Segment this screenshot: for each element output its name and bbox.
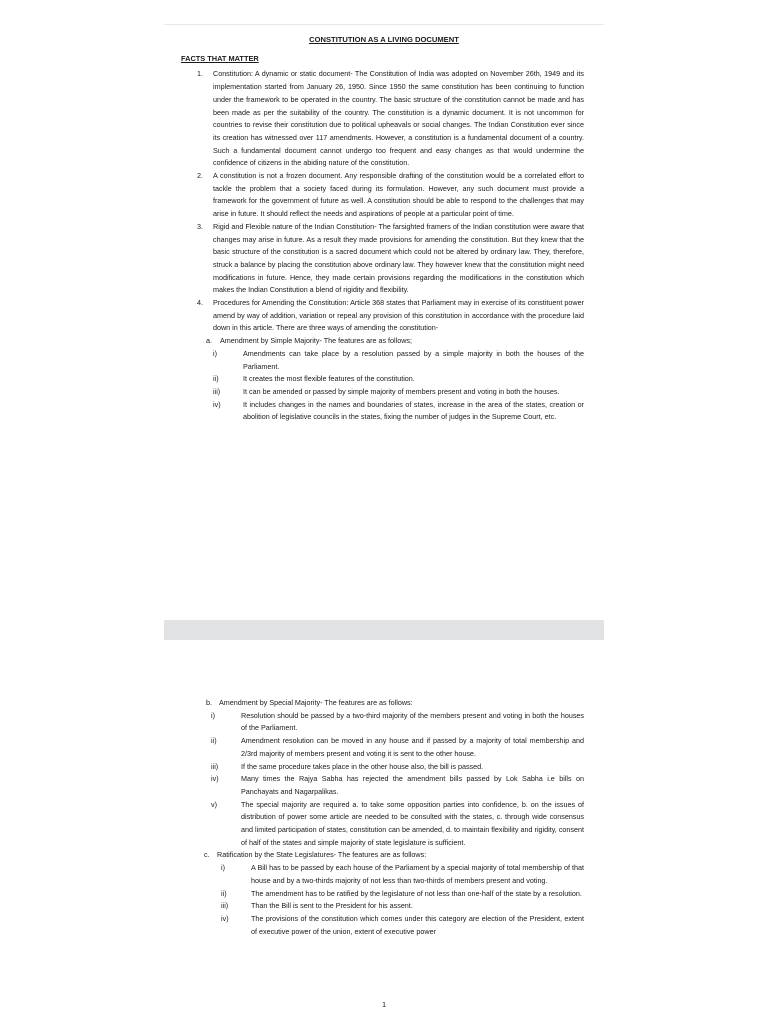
document-title: CONSTITUTION AS A LIVING DOCUMENT (309, 35, 459, 44)
subsection-a-heading (166, 335, 602, 348)
subsection-a-point (166, 399, 584, 424)
point-number: iv) (211, 774, 219, 784)
point-text: If the same procedure takes place in the other house also, the bill is passed. (241, 761, 484, 771)
point-text: The special majority are required a. to take some opposition parties into confidence, b. on the issues of distribution of power some article are needed to be consulted with the states, c. through wide consensus and limited participation of states, constitution can be amended, d. to maintain flexibility and rigidity, consent of half of the states and simple majority of state legislature is sufficient. (241, 799, 584, 847)
list-item-text: Constitution: A dynamic or static document- The Constitution of India was adopted on November 26th, 1949 and its implementation started from January 26, 1950. Since 1950 the same constitution has been continuing to function under the framework to be operated in the country. The basic structure of the constitution cannot be made and has been made as per the suitability of the country. The constitution is a dynamic document. It is not uncommon for countries to revise their constitution due to political upheavals or social changes. The Indian Constitution ever since its creation has witnessed over 117 amendments. However, a constitution is a fundamental document of a country. Such a fundamental document cannot undergo too frequent and easy changes as that would undermine the confidence of citizens in the abiding nature of the constitution. (213, 69, 584, 168)
subsection-c-point (166, 888, 584, 901)
subsection-b-heading (166, 697, 602, 710)
point-text: The amendment has to be ratified by the legislature of not less than one-half of the state by a resolution. (251, 888, 582, 898)
point-text: Many times the Rajya Sabha has rejected the amendment bills passed by Lok Sabha i.e bills on Panchayats and Nagarpalikas. (241, 774, 584, 796)
subsection-b-point (166, 735, 584, 760)
point-text: Amendment resolution can be moved in any house and if passed by a majority of total membership and 2/3rd majority of members present and voting it is sent to the other house. (241, 736, 584, 758)
document-page-2 (166, 697, 602, 938)
subsection-c-point (166, 913, 584, 938)
point-number: iii) (213, 386, 221, 396)
list-item-text: A constitution is not a frozen document. Any responsible drafting of the constitution would be a correlated effort to tackle the problem that a society faced during its formulation. However, any such document must provide a framework for the government of future as well. A constitution should be able to respond to the challenges that may arise in future. It should reflect the needs and aspirations of people at a particular point of time. (213, 171, 584, 219)
subsection-c-point (166, 862, 584, 887)
point-number: iv) (221, 913, 229, 923)
list-item-number: 1. (197, 69, 203, 79)
point-text: Amendments can take place by a resolution passed by a simple majority in both the houses of the Parliament. (243, 348, 584, 371)
section-heading: FACTS THAT MATTER (181, 53, 259, 63)
subsection-title: Amendment by Simple Majority- The features are as follows; (220, 336, 413, 346)
subsection-label: b. (206, 698, 212, 707)
point-text: It can be amended or passed by simple majority of members present and voting in both the houses. (243, 386, 560, 396)
point-number: v) (211, 799, 217, 809)
point-number: iii) (211, 761, 219, 771)
subsection-b-point (166, 710, 584, 735)
document-page-1 (166, 34, 602, 424)
subsection-c-point (166, 900, 584, 913)
list-item-2 (166, 170, 584, 221)
subsection-a-point (166, 348, 584, 373)
list-item-number: 2. (197, 171, 203, 181)
subsection-b-point (166, 761, 584, 774)
page-separator (164, 620, 604, 640)
point-number: iii) (221, 901, 229, 911)
point-text: It includes changes in the names and boundaries of states, increase in the area of the states, creation or abolition of legislative councils in the states, fixing the number of judges in the Supreme Court, etc. (243, 399, 584, 422)
point-text: The provisions of the constitution which comes under this category are election of the President, extent of executive power of the union, extent of executive power (251, 913, 584, 936)
point-number: iv) (213, 399, 221, 409)
list-item-number: 3. (197, 221, 203, 231)
point-text: Than the Bill is sent to the President for his assent. (251, 901, 413, 911)
point-text: A Bill has to be passed by each house of the Parliament by a special majority of total membership of that house and by a two-thirds majority of not less than two-thirds of members present and voting. (251, 863, 584, 885)
list-item-1 (166, 68, 584, 170)
point-number: ii) (211, 736, 217, 746)
point-text: Resolution should be passed by a two-third majority of the members present and voting in both the houses of the Parliament. (241, 710, 584, 733)
list-item-3 (166, 221, 584, 297)
subsection-label: a. (206, 336, 212, 346)
subsection-b-point (166, 773, 584, 798)
subsection-b-point (166, 799, 584, 850)
subsection-a-point (166, 386, 584, 399)
list-item-4 (166, 297, 584, 335)
point-number: ii) (221, 888, 227, 898)
page-number: 1 (381, 1000, 387, 1009)
list-item-text: Rigid and Flexible nature of the Indian Constitution- The farsighted framers of the Indian constitution were aware that changes may arise in future. As a result they made provisions for amending the constitution. But they knew that the basic structure of the constitution is a sacred document which could not be altered by ordinary law. They, therefore, struck a balance by placing the constitution above ordinary law. They however knew that the constitution might need modifications in future. Hence, they made certain provisions regarding the modifications in the constitution which makes the Indian Constitution a blend of rigidity and flexibility. (213, 221, 584, 295)
list-item-number: 4. (197, 298, 203, 308)
page-top-edge (164, 24, 604, 25)
point-number: i) (221, 863, 225, 873)
point-number: ii) (213, 374, 219, 384)
subsection-label: c. (204, 850, 210, 860)
subsection-c-heading (166, 849, 602, 862)
subsection-a-point (166, 373, 584, 386)
point-number: i) (213, 348, 217, 358)
subsection-title: Ratification by the State Legislatures- The features are as follows: (217, 850, 427, 860)
list-item-text: Procedures for Amending the Constitution: Article 368 states that Parliament may in exercise of its constituent power amend by way of addition, variation or repeal any provision of this constitution in accordance with the procedure laid down in this article. There are three ways of amending the constitution- (213, 298, 584, 333)
point-text: It creates the most flexible features of the constitution. (243, 374, 415, 384)
subsection-title: Amendment by Special Majority- The features are as follows: (219, 698, 413, 707)
point-number: i) (211, 710, 215, 720)
